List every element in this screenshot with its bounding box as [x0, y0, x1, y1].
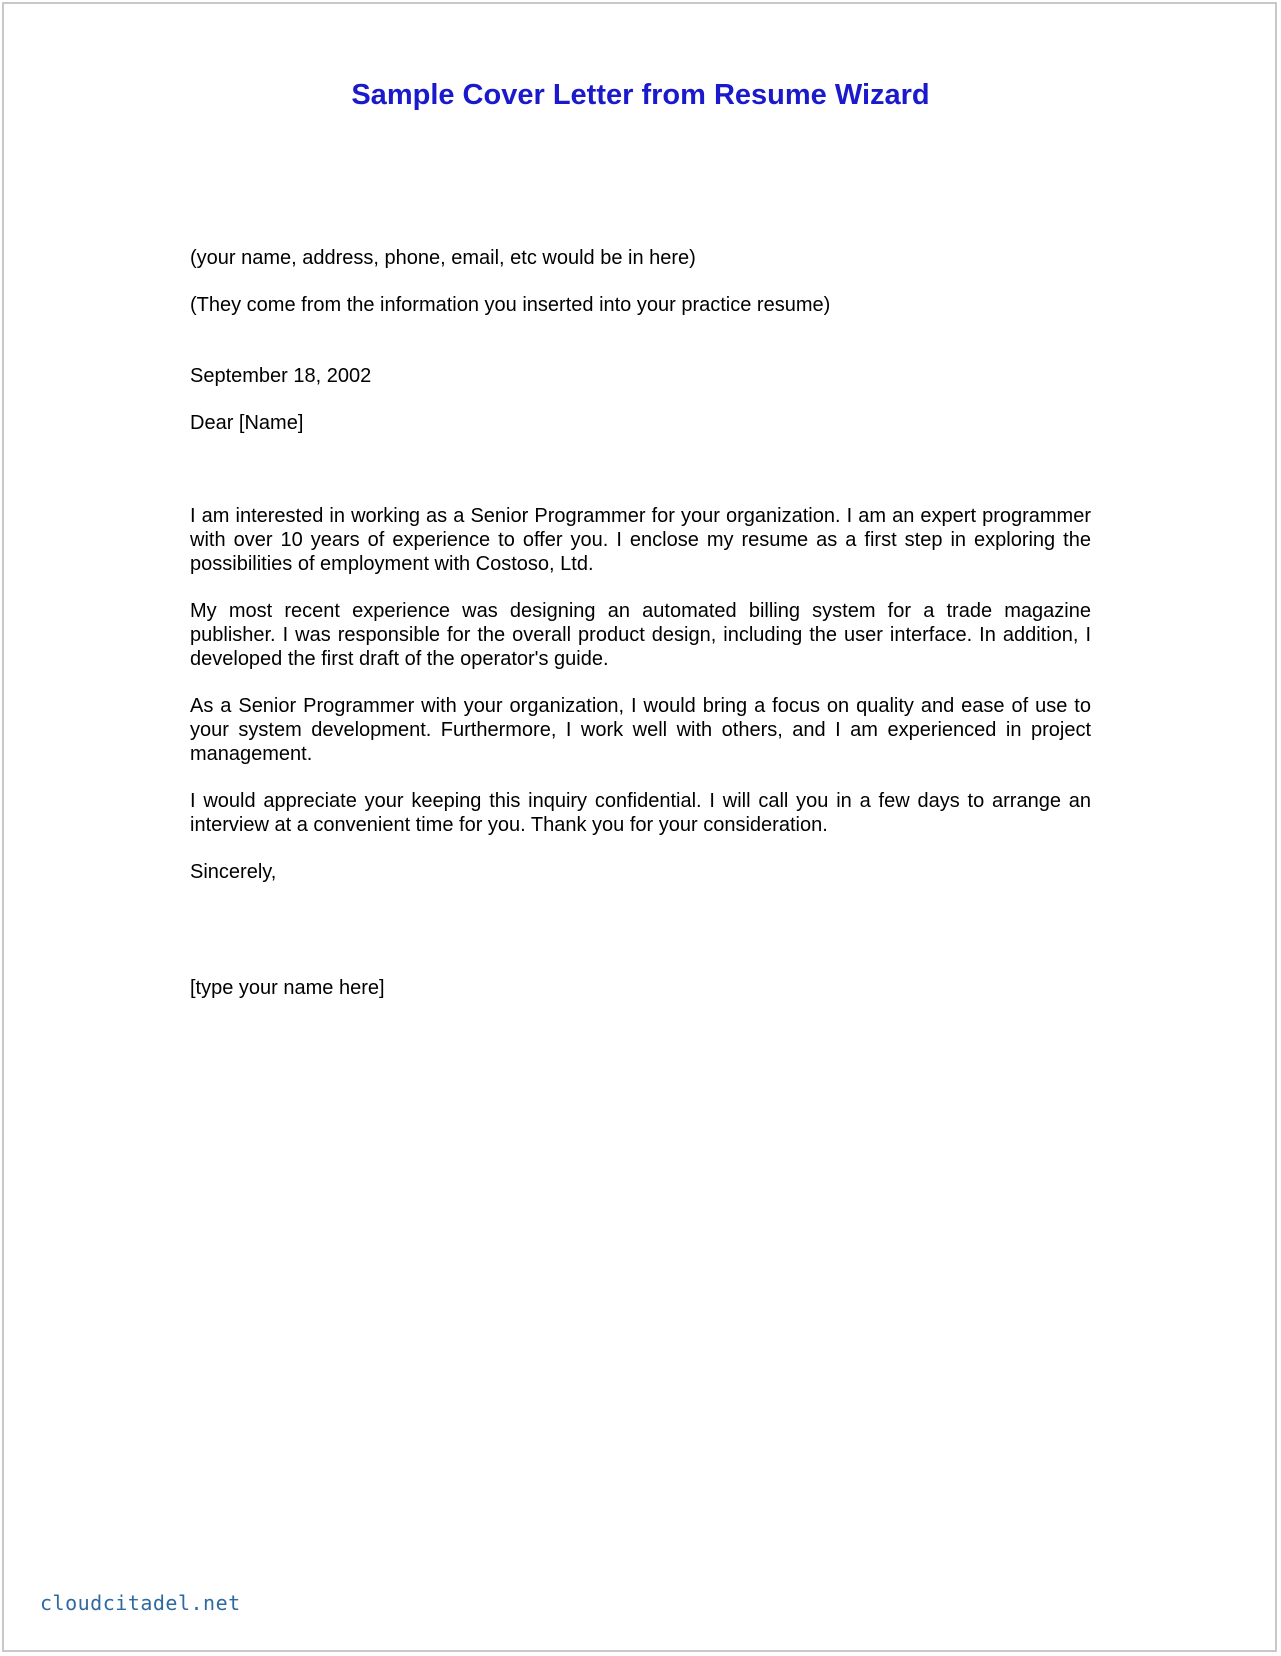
body-paragraph-3: As a Senior Programmer with your organization, I would bring a focus on quality and ease of use to your system development. Furthermore, I work well with others, and I am experienced in project management.	[190, 695, 1091, 765]
body-paragraph-2: My most recent experience was designing an automated billing system for a trade magazine publisher. I was responsible for the overall product design, including the user interface. In addition, I developed the first draft of the operator's guide.	[190, 600, 1091, 670]
body-paragraph-1: I am interested in working as a Senior Programmer for your organization. I am an expert programmer with over 10 years of experience to offer you. I enclose my resume as a first step in exploring the possibilities of employment with Costoso, Ltd.	[190, 505, 1091, 575]
body-paragraph-4: I would appreciate your keeping this inquiry confidential. I will call you in a few days to arrange an interview at a convenient time for you. Thank you for your consideration.	[190, 790, 1091, 836]
letter-closing: Sincerely,	[190, 861, 277, 883]
letter-date: September 18, 2002	[190, 365, 372, 387]
header-contact-line: (your name, address, phone, email, etc would be in here)	[190, 247, 696, 269]
header-note-line: (They come from the information you inserted into your practice resume)	[190, 294, 831, 316]
watermark-text: cloudcitadel.net	[40, 1591, 241, 1615]
letter-salutation: Dear [Name]	[190, 412, 304, 434]
page-title: Sample Cover Letter from Resume Wizard	[351, 79, 930, 111]
letter-signature: [type your name here]	[190, 977, 385, 999]
